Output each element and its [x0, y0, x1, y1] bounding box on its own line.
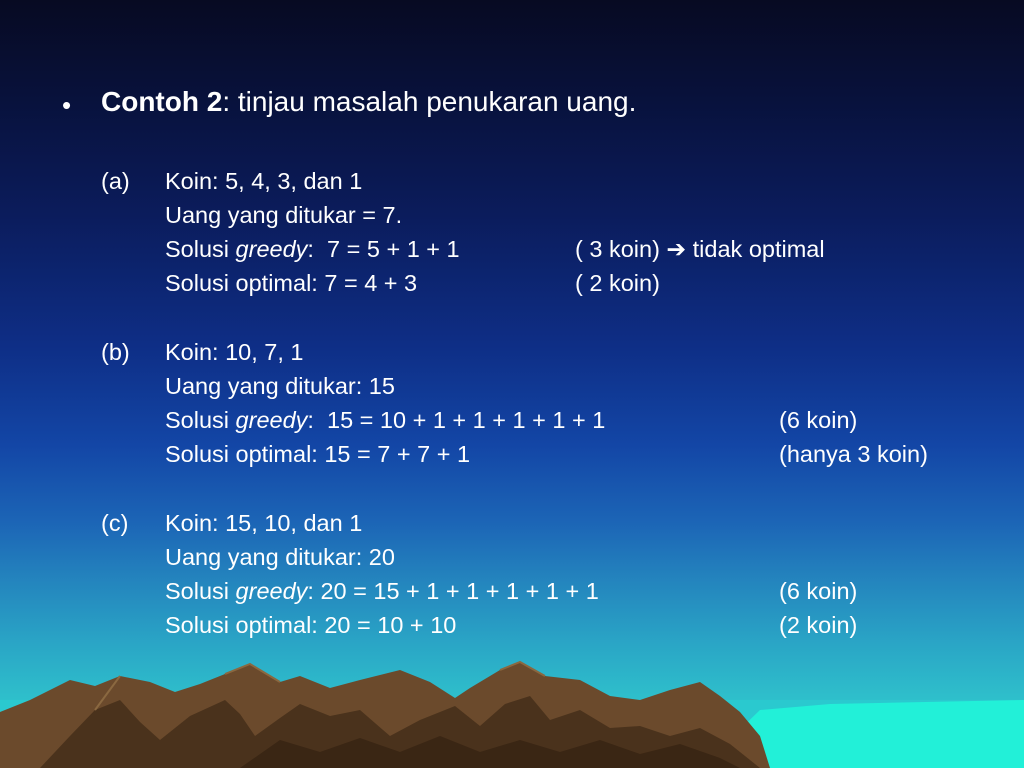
- a-greedy-solution: Solusi greedy: 7 = 5 + 1 + 1: [165, 236, 460, 262]
- a-koin: Koin: 5, 4, 3, dan 1: [165, 168, 363, 194]
- slide-heading: [101, 88, 636, 116]
- label-b: (b): [101, 339, 130, 365]
- a-uang: Uang yang ditukar = 7.: [165, 202, 403, 228]
- b-optimal-solution: Solusi optimal: 15 = 7 + 7 + 1: [165, 441, 471, 467]
- c-optimal-note: (2 koin): [779, 612, 858, 638]
- a-optimal-solution: Solusi optimal: 7 = 4 + 3: [165, 270, 418, 296]
- a-greedy-note: ( 3 koin) ➔ tidak optimal: [575, 235, 825, 263]
- b-optimal-note: (hanya 3 koin): [779, 441, 928, 467]
- c-koin: Koin: 15, 10, dan 1: [165, 510, 363, 536]
- label-a: (a): [101, 168, 130, 194]
- c-greedy-solution: Solusi greedy: 20 = 15 + 1 + 1 + 1 + 1 + 1: [165, 578, 599, 604]
- bullet: •: [62, 90, 72, 120]
- c-greedy-note: (6 koin): [779, 578, 858, 604]
- b-koin: Koin: 10, 7, 1: [165, 339, 304, 365]
- b-uang: Uang yang ditukar: 15: [165, 373, 395, 399]
- b-greedy-solution: Solusi greedy: 15 = 10 + 1 + 1 + 1 + 1 + 1: [165, 407, 606, 433]
- a-optimal-note: ( 2 koin): [575, 270, 660, 296]
- label-c: (c): [101, 510, 129, 536]
- heading-rest: : tinjau masalah penukaran uang.: [222, 86, 637, 117]
- greedy-word: greedy: [235, 578, 308, 604]
- greedy-word: greedy: [235, 236, 308, 262]
- greedy-word: greedy: [235, 407, 308, 433]
- b-greedy-note: (6 koin): [779, 407, 858, 433]
- heading-bold: Contoh 2: [101, 86, 223, 117]
- c-uang: Uang yang ditukar: 20: [165, 544, 395, 570]
- arrow-right-icon: ➔: [666, 235, 687, 263]
- c-optimal-solution: Solusi optimal: 20 = 10 + 10: [165, 612, 457, 638]
- mountain-landscape-icon: [0, 640, 1024, 768]
